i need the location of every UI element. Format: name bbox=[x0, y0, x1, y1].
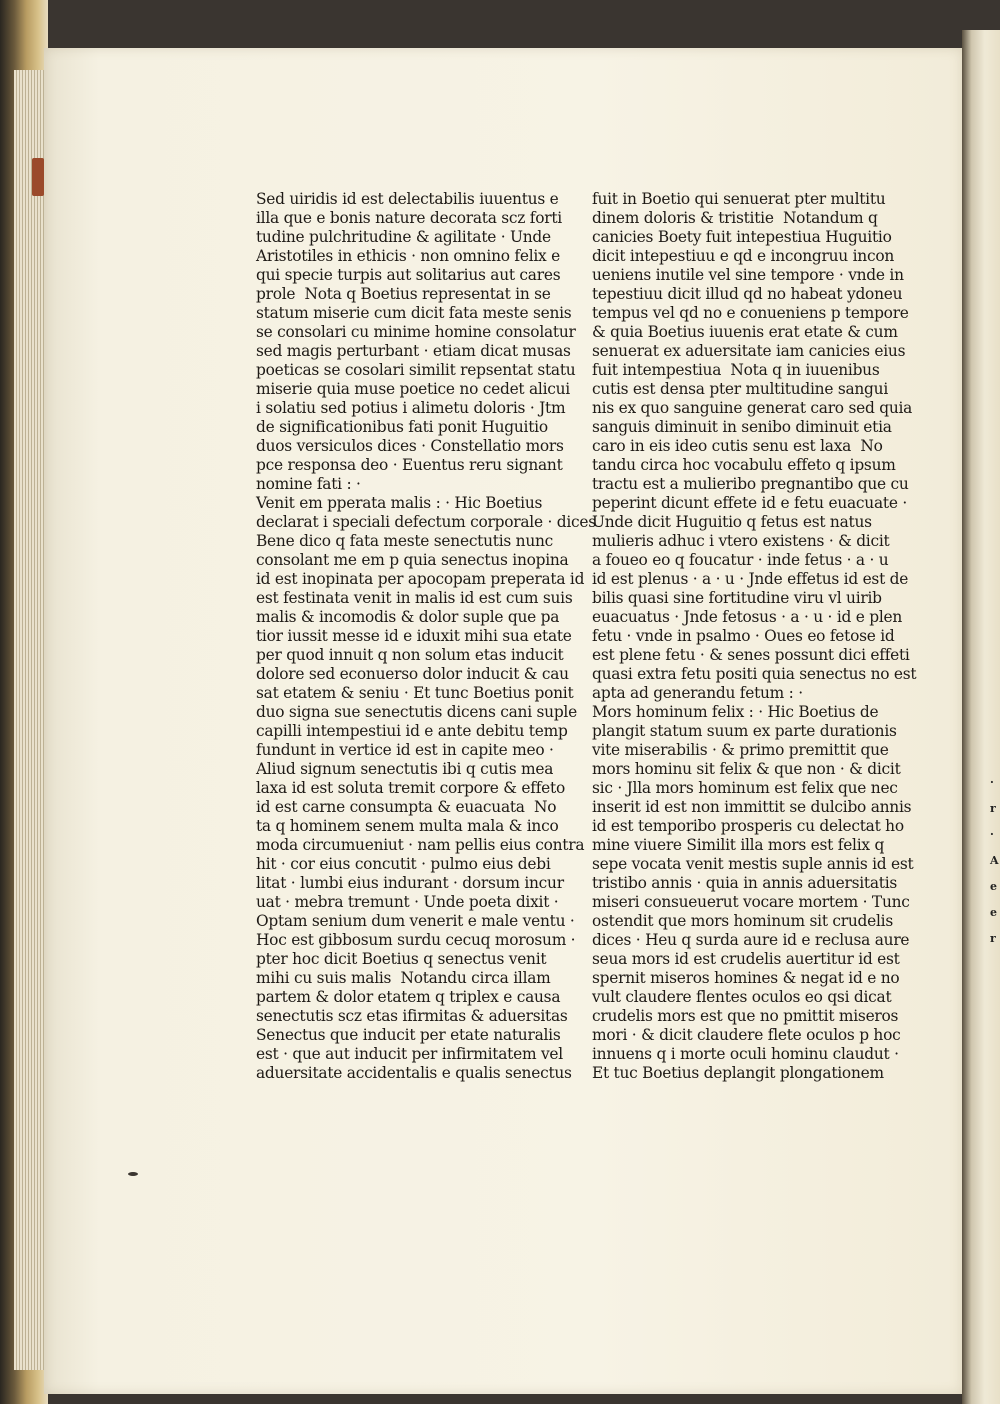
right-column-line: Unde dicit Huguitio q fetus est natus bbox=[592, 513, 872, 531]
left-column-line: hit · cor eius concutit · pulmo eius debi bbox=[256, 855, 551, 873]
right-column-line: id est plenus · a · u · Jnde effetus id est de bbox=[592, 570, 909, 588]
left-column-line: laxa id est soluta tremit corpore & effeto bbox=[256, 779, 565, 797]
left-column-line: partem & dolor etatem q triplex e causa bbox=[256, 988, 561, 1006]
left-column-line: est · que aut inducit per infirmitatem vel bbox=[256, 1045, 563, 1063]
right-column-line: fetu · vnde in psalmo · Oues eo fetose id bbox=[592, 627, 895, 645]
left-column-line: illa que e bonis nature decorata scz forti bbox=[256, 209, 562, 227]
facing-page-edge bbox=[962, 30, 1000, 1404]
left-column-line: declarat i speciali defectum corporale · dices bbox=[256, 513, 596, 531]
right-column-line: mori · & dicit claudere flete oculos p hoc bbox=[592, 1026, 901, 1044]
right-column-line: fuit in Boetio qui senuerat pter multitu bbox=[592, 190, 886, 208]
right-column-line: sepe vocata venit mestis suple annis id est bbox=[592, 855, 914, 873]
right-column-line: nis ex quo sanguine generat caro sed quia bbox=[592, 399, 913, 417]
right-column-line: dinem doloris & tristitie Notandum q bbox=[592, 209, 878, 227]
left-column-line: malis & incomodis & dolor suple que pa bbox=[256, 608, 560, 626]
ink-fleck bbox=[128, 1172, 138, 1176]
right-column-line: vult claudere flentes oculos eo qsi dicat bbox=[592, 988, 892, 1006]
left-column-line: uat · mebra tremunt · Unde poeta dixit · bbox=[256, 893, 559, 911]
right-column-line: est plene fetu · & senes possunt dici effeti bbox=[592, 646, 910, 664]
right-column-line: tepestiuu dicit illud qd no habeat ydoneu bbox=[592, 285, 903, 303]
left-column-line: sat etatem & seniu · Et tunc Boetius ponit bbox=[256, 684, 574, 702]
right-column-line: seua mors id est crudelis auertitur id est bbox=[592, 950, 900, 968]
left-column-line: sed magis perturbant · etiam dicat musas bbox=[256, 342, 571, 360]
left-column-line: Senectus que inducit per etate naturalis bbox=[256, 1026, 561, 1044]
right-column-line: & quia Boetius iuuenis erat etate & cum bbox=[592, 323, 898, 341]
left-column-line: moda circumueniut · nam pellis eius contra bbox=[256, 836, 585, 854]
left-column-line: est festinata venit in malis id est cum suis bbox=[256, 589, 573, 607]
left-text-column bbox=[256, 190, 596, 1083]
left-column-line: duo signa sue senectutis dicens cani suple bbox=[256, 703, 577, 721]
left-column-line: duos versiculos dices · Constellatio mors bbox=[256, 437, 564, 455]
right-column-line: Mors hominum felix : · Hic Boetius de bbox=[592, 703, 879, 721]
right-column-line: ostendit que mors hominum sit crudelis bbox=[592, 912, 893, 930]
right-column-line: bilis quasi sine fortitudine viru vl uirib bbox=[592, 589, 882, 607]
left-column-line: consolant me em p quia senectus inopina bbox=[256, 551, 569, 569]
left-column-line: nomine fati : · bbox=[256, 475, 361, 493]
left-column-line: id est carne consumpta & euacuata No bbox=[256, 798, 557, 816]
left-column-line: per quod innuit q non solum etas inducit bbox=[256, 646, 564, 664]
right-column-line: sanguis diminuit in senibo diminuit etia bbox=[592, 418, 892, 436]
right-column-line: cutis est densa pter multitudine sangui bbox=[592, 380, 888, 398]
left-column-line: capilli intempestiui id e ante debitu temp bbox=[256, 722, 568, 740]
right-column-line: innuens q i morte oculi hominu claudut · bbox=[592, 1045, 899, 1063]
left-column-line: ta q hominem senem multa mala & inco bbox=[256, 817, 559, 835]
facing-page-text: · r · A e e r bbox=[990, 776, 999, 945]
left-column-line: Optam senium dum venerit e male ventu · bbox=[256, 912, 575, 930]
left-column-line: qui specie turpis aut solitarius aut cares bbox=[256, 266, 561, 284]
left-column-line: Sed uiridis id est delectabilis iuuentus e bbox=[256, 190, 559, 208]
left-column-line: i solatiu sed potius i alimetu doloris · Jtm bbox=[256, 399, 566, 417]
left-column-line: Aristotiles in ethicis · non omnino felix e bbox=[256, 247, 560, 265]
left-column-line: Venit em pperata malis : · Hic Boetius bbox=[256, 494, 543, 512]
right-column-line: vite miserabilis · & primo premittit que bbox=[592, 741, 889, 759]
right-column-line: inserit id est non immittit se dulcibo annis bbox=[592, 798, 912, 816]
left-column-line: mihi cu suis malis Notandu circa illam bbox=[256, 969, 551, 987]
left-column-line: poeticas se cosolari similit repsentat statu bbox=[256, 361, 576, 379]
page-edges bbox=[14, 70, 48, 1370]
left-column-line: pter hoc dicit Boetius q senectus venit bbox=[256, 950, 547, 968]
right-column-line: caro in eis ideo cutis senu est laxa No bbox=[592, 437, 883, 455]
right-column-line: peperint dicunt effete id e fetu euacuate · bbox=[592, 494, 907, 512]
left-column-line: miserie quia muse poetice no cedet alicui bbox=[256, 380, 570, 398]
left-column-line: senectutis scz etas ifirmitas & aduersitas bbox=[256, 1007, 568, 1025]
right-column-line: miseri consueuerut vocare mortem · Tunc bbox=[592, 893, 910, 911]
left-column-line: aduersitate accidentalis e qualis senectus bbox=[256, 1064, 572, 1082]
right-column-line: tandu circa hoc vocabulu effeto q ipsum bbox=[592, 456, 896, 474]
left-column-line: Aliud signum senectutis ibi q cutis mea bbox=[256, 760, 554, 778]
right-column-line: quasi extra fetu positi quia senectus no est bbox=[592, 665, 917, 683]
right-column-line: euacuatus · Jnde fetosus · a · u · id e plen bbox=[592, 608, 903, 626]
left-column-line: prole Nota q Boetius representat in se bbox=[256, 285, 551, 303]
right-column-line: spernit miseros homines & negat id e no bbox=[592, 969, 900, 987]
right-column-line: plangit statum suum ex parte durationis bbox=[592, 722, 897, 740]
left-column-line: statum miserie cum dicit fata meste senis bbox=[256, 304, 572, 322]
right-column-line: ueniens inutile vel sine tempore · vnde in bbox=[592, 266, 904, 284]
left-column-line: pce responsa deo · Euentus reru signant bbox=[256, 456, 563, 474]
right-column-line: mulieris adhuc i vtero existens · & dicit bbox=[592, 532, 890, 550]
right-column-line: apta ad generandu fetum : · bbox=[592, 684, 803, 702]
left-column-line: Bene dico q fata meste senectutis nunc bbox=[256, 532, 554, 550]
left-column-line: tior iussit messe id e iduxit mihi sua etate bbox=[256, 627, 572, 645]
left-column-line: Hoc est gibbosum surdu cecuq morosum · bbox=[256, 931, 576, 949]
page-tab-marker bbox=[32, 158, 44, 196]
right-column-line: mors hominu sit felix & que non · & dicit bbox=[592, 760, 901, 778]
right-column-line: sic · Jlla mors hominum est felix que nec bbox=[592, 779, 898, 797]
right-column-line: a foueo eo q foucatur · inde fetus · a · u bbox=[592, 551, 889, 569]
left-column-line: fundunt in vertice id est in capite meo · bbox=[256, 741, 554, 759]
left-column-line: de significationibus fati ponit Huguitio bbox=[256, 418, 548, 436]
left-column-line: id est inopinata per apocopam preperata id bbox=[256, 570, 585, 588]
right-column-line: tristibo annis · quia in annis aduersitatis bbox=[592, 874, 898, 892]
right-column-line: crudelis mors est que no pmittit miseros bbox=[592, 1007, 899, 1025]
right-column-line: mine viuere Similit illa mors est felix q bbox=[592, 836, 885, 854]
right-column-line: senuerat ex aduersitate iam canicies eius bbox=[592, 342, 906, 360]
right-column-line: id est temporibo prosperis cu delectat ho bbox=[592, 817, 904, 835]
right-column-line: tempus vel qd no e conueniens p tempore bbox=[592, 304, 909, 322]
left-column-line: dolore sed econuerso dolor inducit & cau bbox=[256, 665, 569, 683]
right-column-line: dices · Heu q surda aure id e reclusa aure bbox=[592, 931, 910, 949]
right-column-line: dicit intepestiuu e qd e incongruu incon bbox=[592, 247, 894, 265]
right-text-column bbox=[592, 190, 917, 1083]
left-column-line: litat · lumbi eius indurant · dorsum incur bbox=[256, 874, 564, 892]
right-column-line: Et tuc Boetius deplangit plongationem bbox=[592, 1064, 884, 1082]
left-column-line: se consolari cu minime homine consolatur bbox=[256, 323, 576, 341]
right-column-line: fuit intempestiua Nota q in iuuenibus bbox=[592, 361, 880, 379]
right-column-line: canicies Boety fuit intepestiua Huguitio bbox=[592, 228, 892, 246]
left-column-line: tudine pulchritudine & agilitate · Unde bbox=[256, 228, 551, 246]
right-column-line: tractu est a mulieribo pregnantibo que cu bbox=[592, 475, 909, 493]
